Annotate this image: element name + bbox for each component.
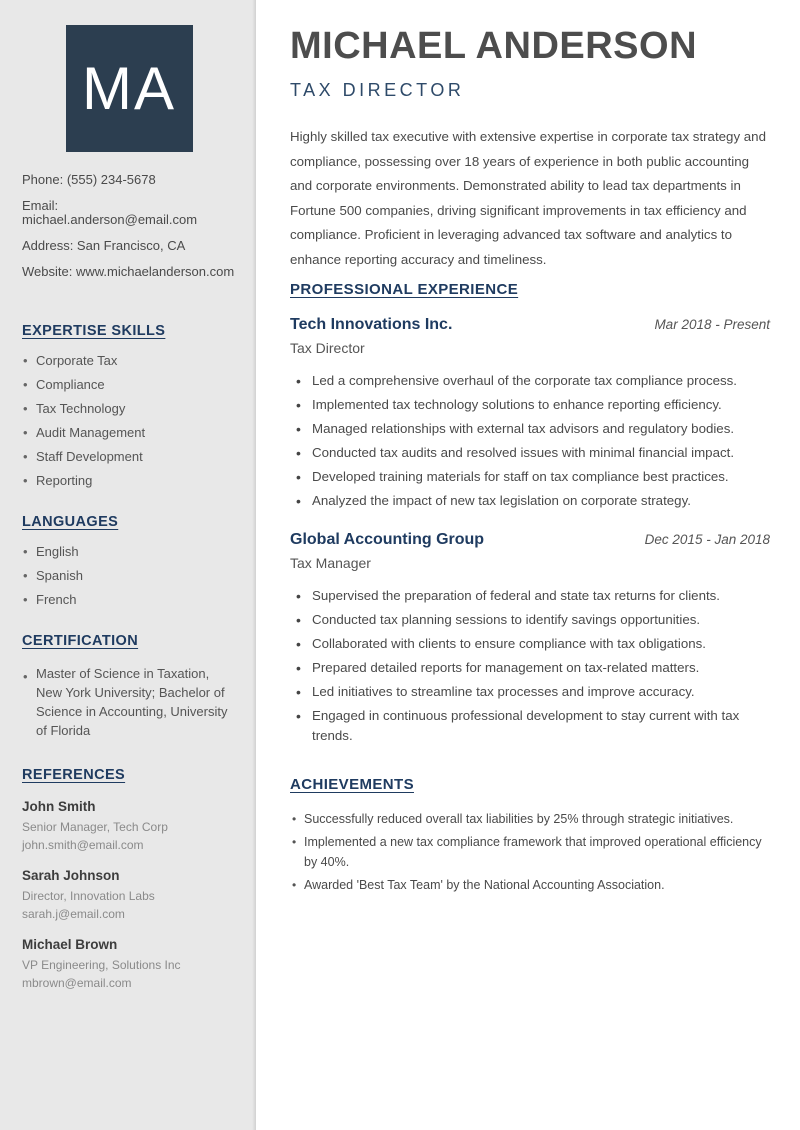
list-item: • Audit Management <box>23 426 236 439</box>
bullet-item: • Led initiatives to streamline tax processes and improve accuracy. <box>296 682 770 702</box>
bullet-item: • Conducted tax planning sessions to identify savings opportunities. <box>296 610 770 630</box>
reference-email: mbrown@email.com <box>22 975 132 990</box>
reference-role: Director, Innovation Labs <box>22 889 155 903</box>
achievements-list <box>290 809 770 895</box>
reference-email: sarah.j@email.com <box>22 906 125 921</box>
reference-entry <box>22 798 236 854</box>
list-item: • French <box>23 593 236 606</box>
bullet-item: • Engaged in continuous professional development to stay current with tax trends. <box>296 706 770 746</box>
list-item: • Corporate Tax <box>23 354 236 367</box>
expertise-section <box>22 323 236 487</box>
list-item: • Spanish <box>23 569 236 582</box>
achievements-section <box>290 776 770 895</box>
languages-section <box>22 514 236 606</box>
contact-line: Website: www.michaelanderson.com <box>22 264 235 279</box>
experience-section <box>290 281 770 746</box>
certification-list <box>22 664 236 740</box>
job-entry <box>290 315 770 511</box>
expertise-heading: EXPERTISE SKILLS <box>22 323 166 339</box>
languages-heading: LANGUAGES <box>22 514 119 530</box>
job-dates: Dec 2015 - Jan 2018 <box>644 532 770 547</box>
skills-list <box>22 354 236 487</box>
achievements-heading: ACHIEVEMENTS <box>290 776 414 793</box>
contact-line: Phone: (555) 234-5678 <box>22 172 156 187</box>
sidebar <box>0 0 256 1130</box>
job-header <box>290 530 770 549</box>
avatar-initials: MA <box>82 54 176 122</box>
reference-role: Senior Manager, Tech Corp <box>22 820 168 834</box>
job-entry <box>290 530 770 746</box>
summary-text: Highly skilled tax executive with extensive expertise in corporate tax strategy and compliance, possessing over 18 years of experience in both public accounting and corporate environments. Demonstrated ability to lead tax departments in Fortune 500 companies, driving significant improvements in tax efficiency and compliance. Proficient in leveraging advanced tax software and analytics to enhance reporting accuracy and timeliness. <box>290 129 766 267</box>
bullet-item: • Developed training materials for staff on tax compliance best practices. <box>296 467 770 487</box>
references-heading: REFERENCES <box>22 767 126 783</box>
job-bullets <box>290 371 770 511</box>
jobs-container <box>290 315 770 746</box>
list-item: • English <box>23 545 236 558</box>
bullet-item: • Analyzed the impact of new tax legislation on corporate strategy. <box>296 491 770 511</box>
bullet-item: • Implemented tax technology solutions to enhance reporting efficiency. <box>296 395 770 415</box>
bullet-item: • Led a comprehensive overhaul of the corporate tax compliance process. <box>296 371 770 391</box>
list-item: • Awarded 'Best Tax Team' by the National Accounting Association. <box>292 875 770 895</box>
list-item: • Tax Technology <box>23 402 236 415</box>
bullet-item: • Supervised the preparation of federal and state tax returns for clients. <box>296 586 770 606</box>
references-list <box>22 798 236 992</box>
reference-entry <box>22 867 236 923</box>
job-role: Tax Manager <box>290 555 371 571</box>
reference-email: john.smith@email.com <box>22 837 144 852</box>
contact-line: Address: San Francisco, CA <box>22 238 186 253</box>
list-item: • Staff Development <box>23 450 236 463</box>
job-bullets <box>290 586 770 746</box>
list-item: • Master of Science in Taxation, New York University; Bachelor of Science in Accounting, University of Florida <box>23 664 231 740</box>
person-name: MICHAEL ANDERSON <box>290 25 698 67</box>
bullet-item: • Prepared detailed reports for management on tax-related matters. <box>296 658 770 678</box>
person-title: TAX DIRECTOR <box>290 80 465 100</box>
bullet-item: • Conducted tax audits and resolved issues with minimal financial impact. <box>296 443 770 463</box>
main-content <box>256 0 800 1130</box>
certification-section <box>22 633 236 740</box>
contact-list <box>22 173 236 279</box>
list-item: • Reporting <box>23 474 236 487</box>
reference-name: Sarah Johnson <box>22 868 120 883</box>
languages-list <box>22 545 236 606</box>
bullet-item: • Managed relationships with external tax advisors and regulatory bodies. <box>296 419 770 439</box>
job-role: Tax Director <box>290 340 365 356</box>
reference-name: John Smith <box>22 799 96 814</box>
contact-line: Email: michael.anderson@email.com <box>22 198 198 227</box>
list-item: • Successfully reduced overall tax liabilities by 25% through strategic initiatives. <box>292 809 770 829</box>
job-company: Global Accounting Group <box>290 531 485 548</box>
reference-name: Michael Brown <box>22 937 118 952</box>
reference-role: VP Engineering, Solutions Inc <box>22 958 181 972</box>
reference-entry <box>22 936 236 992</box>
references-section <box>22 767 236 992</box>
job-dates: Mar 2018 - Present <box>654 317 770 332</box>
list-item: • Compliance <box>23 378 236 391</box>
job-company: Tech Innovations Inc. <box>290 316 453 333</box>
list-item: • Implemented a new tax compliance framework that improved operational efficiency by 40%. <box>292 832 770 872</box>
job-header <box>290 315 770 334</box>
certification-heading: CERTIFICATION <box>22 633 139 649</box>
bullet-item: • Collaborated with clients to ensure compliance with tax obligations. <box>296 634 770 654</box>
avatar <box>66 25 193 152</box>
experience-heading: PROFESSIONAL EXPERIENCE <box>290 281 519 298</box>
